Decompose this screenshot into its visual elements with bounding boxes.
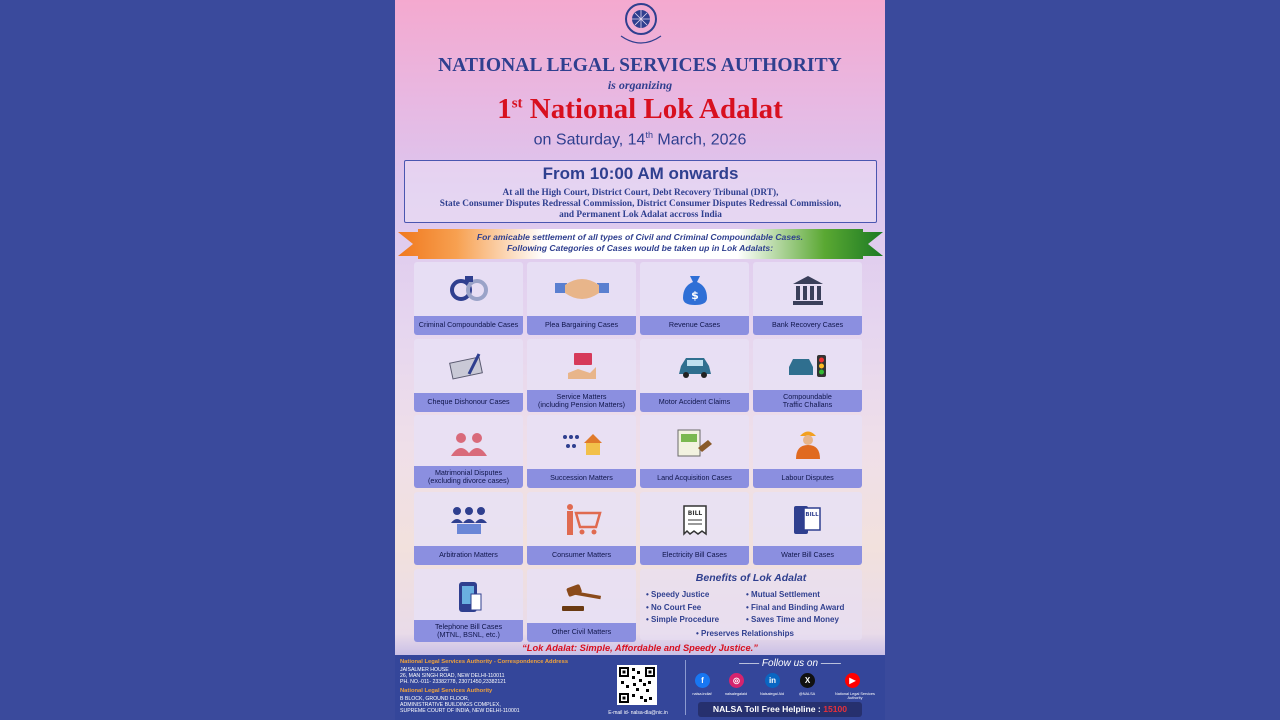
land-document-icon (640, 421, 749, 465)
cheque-icon (414, 345, 523, 389)
bill-icon (640, 498, 749, 542)
category-card: Matrimonial Disputes (excluding divorce cases) (414, 415, 523, 488)
footer (395, 655, 885, 720)
family-house-icon (527, 421, 636, 465)
meeting-icon (414, 498, 523, 542)
category-card: Consumer Matters (527, 492, 636, 565)
car-icon (640, 345, 749, 389)
instagram-handle: nalsalegalaid (724, 692, 748, 696)
toll-free-helpline[interactable]: NALSA Toll Free Helpline : 15100 (698, 702, 862, 717)
category-card: BILL Water Bill Cases (753, 492, 862, 565)
ribbon-text: For amicable settlement of all types of Civil and Criminal Compoundable Cases. Following Categories of Cases would be taken up in Lok Adalats: (476, 232, 804, 253)
phone-bill-icon (414, 575, 523, 619)
facebook-handle: nalsa.indiaf (692, 692, 712, 696)
category-card: $ Revenue Cases (640, 262, 749, 335)
svg-text:BILL: BILL (687, 510, 702, 517)
qr-code-icon[interactable] (617, 665, 657, 705)
email-address[interactable]: E-mail id- nalsa-dla@nic.in (608, 710, 668, 716)
x-twitter-icon[interactable]: X (800, 673, 815, 688)
linkedin-handle: Nalsalegal Aid (759, 692, 785, 696)
money-bag-icon (640, 268, 749, 312)
event-title: 1st National Lok Adalat (497, 93, 783, 125)
benefits-box (640, 569, 862, 640)
category-card: Criminal Compoundable Cases (414, 262, 523, 335)
address-heading-2: National Legal Services Authority (400, 688, 493, 694)
category-card: Telephone Bill Cases (MTNL, BSNL, etc.) (414, 569, 523, 642)
couple-icon (414, 421, 523, 465)
benefit-item: • Simple Procedure (646, 615, 720, 624)
benefit-item: • No Court Fee (646, 603, 702, 612)
benefits-title: Benefits of Lok Adalat (695, 572, 807, 584)
category-card: Succession Matters (527, 415, 636, 488)
benefit-item: • Speedy Justice (646, 590, 710, 599)
card-hand-icon (527, 345, 636, 389)
handcuffs-icon (414, 268, 523, 312)
organizing-text: is organizing (607, 78, 673, 92)
traffic-light-icon (753, 345, 862, 389)
tagline: “Lok Adalat: Simple, Affordable and Speedy Justice.” (522, 643, 758, 653)
courts-list: At all the High Court, District Court, Debt Recovery Tribunal (DRT), State Consumer Disputes Redressal Commission, District Consumer Disputes Redressal Commission, and Permanent Lok Adalat accross India (439, 188, 842, 220)
category-card: Bank Recovery Cases (753, 262, 862, 335)
category-card: Arbitration Matters (414, 492, 523, 565)
follow-us-label: —— Follow us on —— (739, 658, 841, 669)
category-card: Labour Disputes (753, 415, 862, 488)
address-heading-1: National Legal Services Authority - Correspondence Address (400, 659, 569, 665)
worker-icon (753, 421, 862, 465)
address-2: B BLOCK, GROUND FLOOR, ADMINISTRATIVE BUILDINGS COMPLEX, SUPREME COURT OF INDIA, NEW DELHI-110001 (400, 696, 520, 715)
benefit-item: • Final and Binding Award (746, 603, 845, 612)
divider (685, 660, 686, 715)
nalsa-poster (395, 0, 885, 720)
event-date: on Saturday, 14th March, 2026 (533, 130, 747, 149)
gavel-icon (527, 575, 636, 619)
benefit-item: • Mutual Settlement (746, 590, 820, 599)
category-card: Compoundable Traffic Challans (753, 339, 862, 412)
handshake-icon (527, 268, 636, 312)
svg-text:BILL: BILL (804, 512, 819, 518)
facebook-icon[interactable]: f (695, 673, 710, 688)
category-card: Service Matters (including Pension Matters) (527, 339, 636, 412)
benefit-item: • Saves Time and Money (746, 615, 839, 624)
category-card: BILL Electricity Bill Cases (640, 492, 749, 565)
category-card: Land Acquisition Cases (640, 415, 749, 488)
youtube-icon[interactable]: ▶ (845, 673, 860, 688)
shopping-cart-icon (527, 498, 636, 542)
benefit-item: • Preserves Relationships (696, 629, 794, 638)
category-card: Plea Bargaining Cases (527, 262, 636, 335)
organization-name: NATIONAL LEGAL SERVICES AUTHORITY (438, 55, 842, 76)
water-bill-icon (753, 498, 862, 542)
time-box (404, 160, 877, 223)
linkedin-icon[interactable]: in (765, 673, 780, 688)
category-card: Cheque Dishonour Cases (414, 339, 523, 412)
svg-text:$: $ (690, 289, 699, 302)
youtube-handle: National Legal Services Authority (835, 692, 875, 700)
category-card: Motor Accident Claims (640, 339, 749, 412)
bank-icon (753, 268, 862, 312)
category-card: Other Civil Matters (527, 569, 636, 642)
nalsa-emblem-icon (613, 2, 669, 52)
event-time: From 10:00 AM onwards (542, 164, 739, 183)
address-1: JAISALMER HOUSE 26, MAN SINGH ROAD, NEW DELHI-110011 PH. NO.-011- 23382778, 23071450,23382121 (400, 667, 507, 686)
instagram-icon[interactable]: ◎ (729, 673, 744, 688)
x-handle: @NALSA (798, 692, 816, 696)
